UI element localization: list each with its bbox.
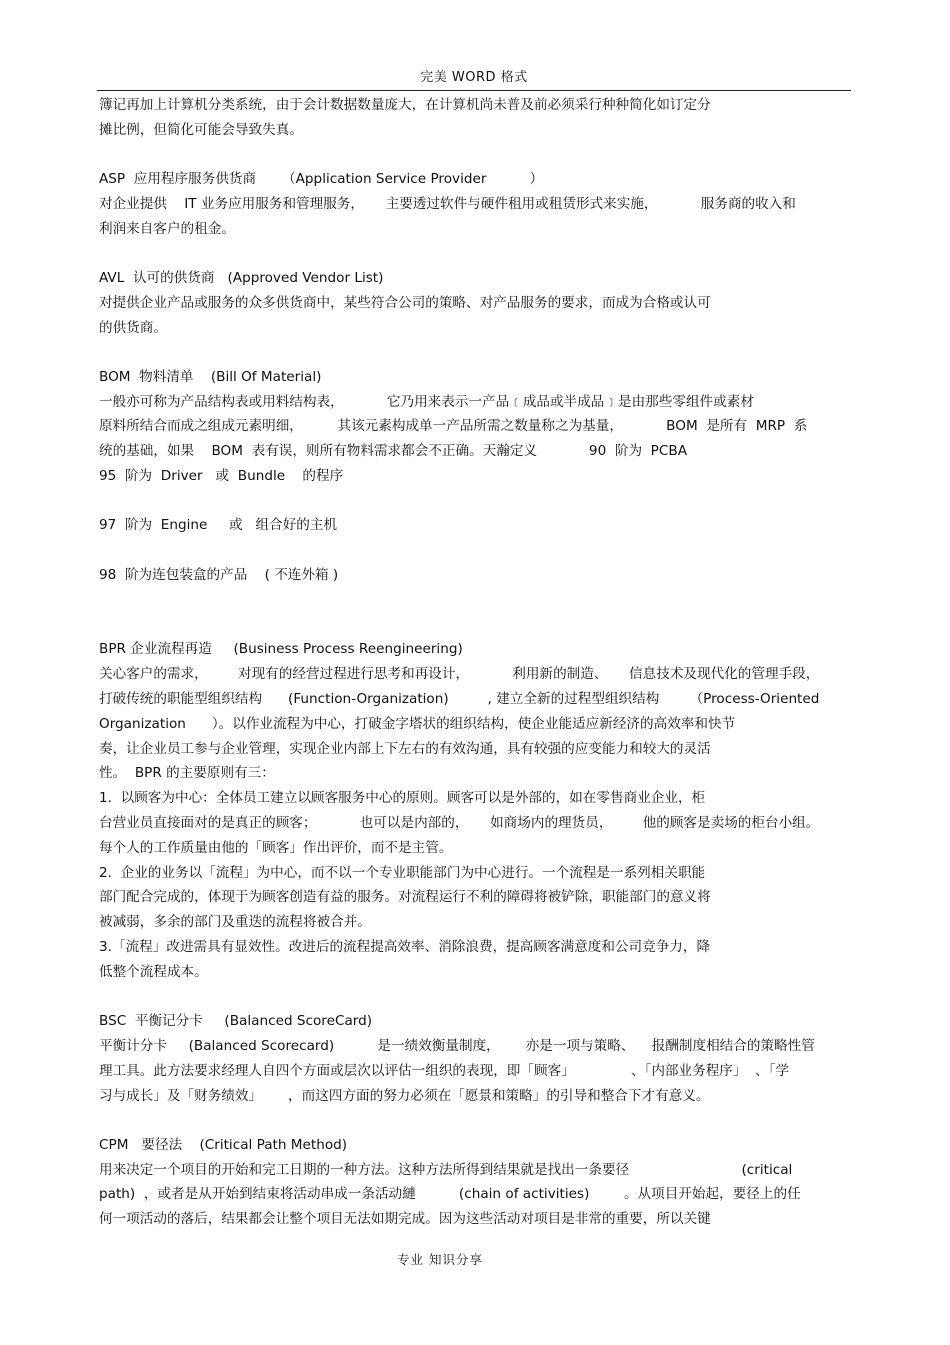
term-heading: ASP 应用程序服务供货商 （Application Service Provider ） (99, 171, 544, 188)
body-line: 性。 BPR 的主要原则有三： (99, 765, 275, 782)
term-heading: BSC 平衡记分卡 (Balanced ScoreCard) (99, 1013, 373, 1030)
term-heading: BPR 企业流程再造 (Business Process Reengineering) (99, 641, 463, 658)
term-heading: BOM 物料清单 (Bill Of Material) (99, 368, 322, 385)
body-line: 对企业提供 IT 业务应用服务和管理服务， 主要透过软件与硬件租用或租赁形式来实施， 服务商的收入和 (99, 195, 796, 212)
body-line: 95 阶为 Driver 或 Bundle 的程序 (99, 468, 344, 485)
body-line: 的供货商。 (99, 319, 167, 336)
body-line: 打破传统的职能型组织结构 (Function-Organization) , 建立全新的过程型组织结构 （Process-Oriented (99, 691, 820, 708)
page-footer: 专业 知识分享 (397, 1252, 483, 1267)
body-line: 理工具。此方法要求经理人自四个方面或层次以评估一组织的表现，即「顾客」 、「内部业务程序」 、「学 (99, 1062, 790, 1079)
body-line: 关心客户的需求， 对现有的经营过程进行思考和再设计， 利用新的制造、 信息技术及现代化的管理手段， (99, 666, 820, 683)
term-bpr (99, 637, 851, 984)
body-line: 何一项活动的落后，结果都会让整个项目无法如期完成。因为这些活动对项目是非常的重要，所以关键 (99, 1211, 711, 1228)
term-bom (99, 365, 851, 588)
body-line: 2. 企业的业务以「流程」为中心，而不以一个专业职能部门为中心进行。一个流程是一系列相关职能 (99, 864, 706, 881)
document-body (99, 93, 851, 1232)
body-line: 用来决定一个项目的开始和完工日期的一种方法。这种方法所得到结果就是找出一条要径 (critical (99, 1161, 793, 1178)
body-line: 台营业员直接面对的是真正的顾客； 也可以是内部的， 如商场内的理货员， 他的顾客是卖场的柜台小组。 (99, 815, 820, 832)
page-header: 完美 WORD 格式 (420, 70, 528, 85)
body-line: 奏，让企业员工参与企业管理，实现企业内部上下左右的有效沟通，具有较强的应变能力和较大的灵活 (99, 740, 711, 757)
body-line: 原料所结合而成之组成元素明细， 其该元素构成单一产品所需之数量称之为基量， BOM 是所有 MRP 系 (99, 418, 808, 435)
header-divider (97, 90, 851, 91)
body-line: Organization ）。以作业流程为中心，打破金字塔状的组织结构，使企业能适应新经济的高效率和快节 (99, 715, 736, 732)
body-line: 97 阶为 Engine 或 组合好的主机 (99, 517, 338, 534)
term-heading: AVL 认可的供货商 (Approved Vendor List) (99, 269, 384, 286)
term-avl (99, 266, 851, 340)
body-line: 1. 以顾客为中心：全体员工建立以顾客服务中心的原则。顾客可以是外部的，如在零售商业企业，柜 (99, 790, 706, 807)
term-bsc (99, 1009, 851, 1108)
body-line: 被减弱，多余的部门及重迭的流程将被合并。 (99, 914, 371, 931)
body-line: 平衡计分卡 (Balanced Scorecard) 是一绩效衡量制度， 亦是一项与策略、 报酬制度相结合的策略性管 (99, 1037, 815, 1054)
body-line: 每个人的工作质量由他的「顾客」作出评价，而不是主管。 (99, 839, 453, 856)
body-line: 一般亦可称为产品结构表或用料结构表， 它乃用来表示一产品﹝成品或半成品﹞是由那些零组件或素材 (99, 393, 754, 410)
body-line: path) ，或者是从开始到结束将活动串成一条活动縺 (chain of activities) 。从项目开始起，要径上的任 (99, 1186, 801, 1203)
body-line: 3.「流程」改进需具有显效性。改进后的流程提高效率、消除浪费，提高顾客满意度和公司竞争力，降 (99, 939, 711, 956)
body-line: 部门配合完成的，体现于为顾客创造有益的服务。对流程运行不利的障碍将被铲除，职能部门的意义将 (99, 889, 711, 906)
body-line: 对提供企业产品或服务的众多供货商中，某些符合公司的策略、对产品服务的要求，而成为合格或认可 (99, 294, 711, 311)
body-line: 利润来自客户的租金。 (99, 220, 235, 237)
term-heading: CPM 要径法 (Critical Path Method) (99, 1136, 348, 1153)
body-line: 98 阶为连包装盒的产品 ( 不连外箱 ) (99, 566, 339, 583)
term-asp (99, 167, 851, 241)
body-line: 摊比例，但简化可能会导致失真。 (99, 121, 303, 138)
term-cpm (99, 1133, 851, 1232)
body-line: 簿记再加上计算机分类系统，由于会计数据数量庞大，在计算机尚未普及前必须采行种种简化如订定分 (99, 97, 711, 113)
body-line: 统的基础，如果 BOM 表有误，则所有物料需求都会不正确。天瀚定义 90 阶为 PCBA (99, 443, 688, 460)
body-line: 习与成长」及「财务绩效」 ，而这四方面的努力必须在「愿景和策略」的引导和整合下才有意义。 (99, 1087, 710, 1104)
body-line: 低整个流程成本。 (99, 963, 208, 980)
